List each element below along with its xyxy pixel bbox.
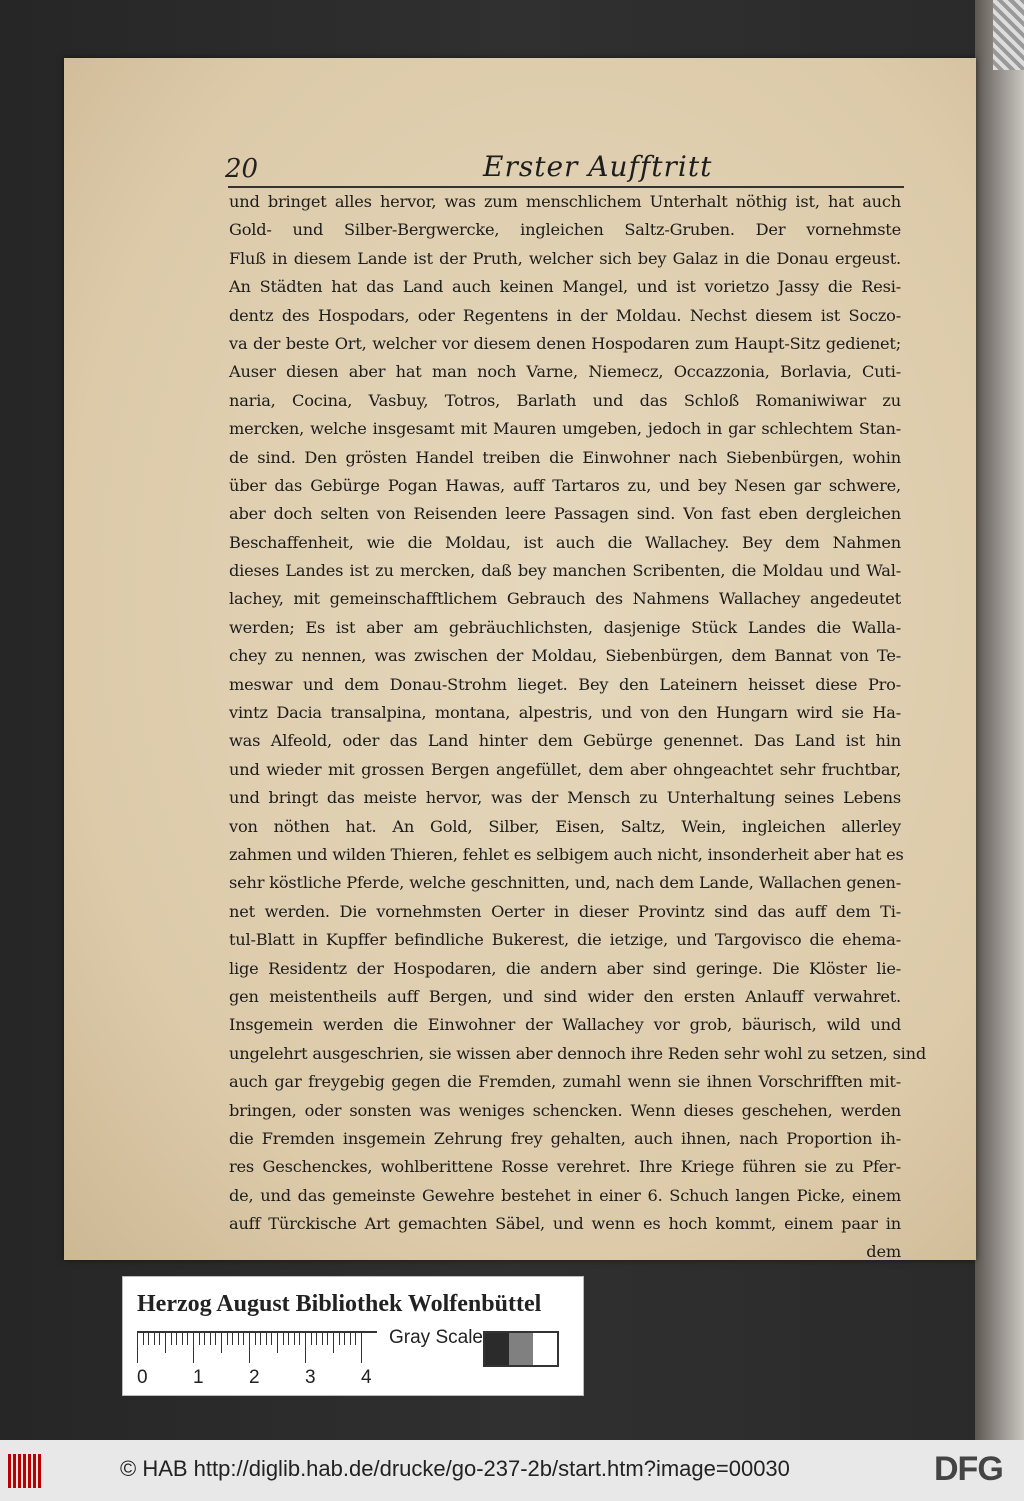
text-line: net werden. Die vornehmsten Oerter in dieser Provintz sind das auff dem Ti- bbox=[229, 901, 901, 921]
ruler-tick bbox=[260, 1333, 261, 1345]
ruler-tick bbox=[232, 1333, 233, 1345]
ruler-tick bbox=[271, 1333, 272, 1345]
text-line: res Geschenckes, wohlberittene Rosse verehret. Ihre Kriege führen sie zu Pfer- bbox=[229, 1157, 901, 1177]
ruler-tick bbox=[255, 1333, 256, 1345]
page-header bbox=[225, 150, 905, 186]
text-line: Auser diesen aber hat man noch Varne, Niemecz, Occazzonia, Borlavia, Cuti- bbox=[229, 362, 901, 382]
dfg-logo[interactable]: DFG bbox=[934, 1450, 1003, 1488]
library-label-card bbox=[122, 1276, 584, 1396]
ruler-tick bbox=[266, 1333, 267, 1345]
ruler-tick bbox=[322, 1333, 323, 1345]
text-line: mercken, welche insgesamt mit Mauren umgeben, jedoch in gar schlechtem Stan- bbox=[229, 419, 901, 439]
text-line: de, und das gemeinste Gewehre bestehet in einer 6. Schuch langen Picke, einem bbox=[229, 1185, 901, 1205]
text-line: und bringt das meiste hervor, was der Mensch zu Unterhaltung seines Lebens bbox=[229, 788, 901, 808]
hab-logo-icon[interactable] bbox=[8, 1454, 42, 1488]
ruler-tick bbox=[199, 1333, 200, 1345]
text-line: tul-Blatt in Kupffer befindliche Bukerest, die ietzige, und Targovisco die ehema- bbox=[229, 930, 901, 950]
ruler-tick bbox=[227, 1333, 228, 1345]
gray-scale-swatch bbox=[483, 1331, 559, 1367]
ruler-tick bbox=[148, 1333, 149, 1345]
ruler-tick bbox=[193, 1333, 194, 1363]
ruler-tick bbox=[204, 1333, 205, 1345]
ruler-tick bbox=[327, 1333, 328, 1345]
text-line: de sind. Den grösten Handel treiben die Einwohner nach Siebenbürgen, wohin bbox=[229, 447, 901, 467]
catchword: dem bbox=[866, 1242, 901, 1262]
text-line: und bringet alles hervor, was zum menschlichem Unterhalt nöthig ist, hat auch bbox=[229, 192, 901, 211]
ruler-tick bbox=[316, 1333, 317, 1345]
ruler-tick bbox=[283, 1333, 284, 1345]
text-line: Beschaffenheit, wie die Moldau, ist auch die Wallachey. Bey dem Nahmen bbox=[229, 532, 901, 552]
ruler-tick bbox=[210, 1333, 211, 1345]
scan-right-edge bbox=[975, 0, 1024, 1440]
text-line: zahmen und wilden Thieren, fehlet es selbigem auch nicht, insonderheit aber hat es bbox=[229, 844, 904, 864]
ruler-tick bbox=[215, 1333, 216, 1345]
text-line: auch gar freygebig gegen die Fremden, zumahl wenn sie ihnen Vorschrifften mit- bbox=[229, 1072, 901, 1092]
text-line: An Städten hat das Land auch keinen Mangel, und ist vorietzo Jassy die Resi- bbox=[229, 277, 901, 297]
text-line: dentz des Hospodars, oder Regentens in der Moldau. Nechst diesem ist Soczo- bbox=[229, 305, 901, 325]
text-line: sehr köstliche Pferde, welche geschnitten, und, nach dem Lande, Wallachen genen- bbox=[229, 873, 901, 893]
ruler-tick bbox=[143, 1333, 144, 1345]
ruler-tick bbox=[305, 1333, 306, 1363]
ruler-tick bbox=[159, 1333, 160, 1345]
text-line: von nöthen hat. An Gold, Silber, Eisen, Saltz, Wein, ingleichen allerley bbox=[229, 816, 901, 836]
body-text bbox=[229, 188, 927, 1267]
page-number: 20 bbox=[225, 154, 259, 184]
ruler-tick bbox=[350, 1333, 351, 1345]
text-line: die Fremden insgemein Zehrung frey gehalten, auch ihnen, nach Proportion ih- bbox=[229, 1128, 901, 1148]
text-line: chey zu nennen, was zwischen der Moldau, Siebenbürgen, dem Bannat von Te- bbox=[229, 646, 901, 666]
text-line: meswar und dem Donau-Strohm lieget. Bey den Lateinern heisset diese Pro- bbox=[229, 674, 901, 694]
footer-bar bbox=[0, 1440, 1024, 1501]
ruler-tick bbox=[355, 1333, 356, 1345]
text-line: va der beste Ort, welcher vor diesem denen Hospodaren zum Haupt-Sitz gedienet; bbox=[229, 333, 901, 353]
ruler-number: 0 bbox=[137, 1367, 148, 1388]
running-head: Erster Aufftritt bbox=[483, 150, 713, 183]
ruler-tick bbox=[238, 1333, 239, 1345]
gray-swatch-dark bbox=[485, 1333, 509, 1365]
ruler-tick bbox=[299, 1333, 300, 1345]
scale-ruler bbox=[137, 1331, 377, 1365]
library-name: Herzog August Bibliothek Wolfenbüttel bbox=[137, 1291, 542, 1317]
text-line: was Alfeold, oder das Land hinter dem Gebürge genennet. Das Land ist hin bbox=[229, 731, 901, 751]
text-line: auff Türckische Art gemachten Säbel, und wenn es hoch kommt, einem paar in bbox=[229, 1214, 901, 1234]
ruler-tick bbox=[294, 1333, 295, 1345]
ruler-tick bbox=[171, 1333, 172, 1345]
ruler-number: 4 bbox=[361, 1367, 372, 1388]
ruler-tick bbox=[277, 1333, 278, 1353]
ruler-tick bbox=[243, 1333, 244, 1345]
ruler-tick bbox=[249, 1333, 250, 1363]
ruler-tick bbox=[288, 1333, 289, 1345]
text-line: Insgemein werden die Einwohner der Wallachey vor grob, bäurisch, wild und bbox=[229, 1015, 901, 1035]
ruler-tick bbox=[311, 1333, 312, 1345]
copyright-url[interactable]: © HAB http://diglib.hab.de/drucke/go-237-2b/start.htm?image=00030 bbox=[120, 1456, 790, 1481]
ruler-number: 2 bbox=[249, 1367, 260, 1388]
text-line: ungelehrt ausgeschrien, sie wissen aber dennoch ihre Reden sehr wohl zu setzen, sind bbox=[229, 1043, 927, 1063]
ruler-tick bbox=[221, 1333, 222, 1353]
gray-swatch-light bbox=[533, 1333, 557, 1365]
text-line: bringen, oder sonsten was weniges schencken. Wenn dieses geschehen, werden bbox=[229, 1100, 901, 1120]
text-line: werden; Es ist aber am gebräuchlichsten, dasjenige Stück Landes die Walla- bbox=[229, 617, 901, 637]
text-line: über das Gebürge Pogan Hawas, auff Tartaros zu, und bey Nesen gar schwere, bbox=[229, 475, 901, 495]
edge-stripe bbox=[993, 0, 1024, 70]
gray-swatch-mid bbox=[509, 1333, 533, 1365]
text-line: gen meistentheils auff Bergen, und sind wider den ersten Anlauff verwahret. bbox=[229, 986, 901, 1006]
text-line: und wieder mit grossen Bergen angefüllet, dem aber ohngeachtet sehr fruchtbar, bbox=[229, 759, 901, 779]
text-line: Fluß in diesem Lande ist der Pruth, welcher sich bey Galaz in die Donau ergeust. bbox=[229, 248, 901, 268]
ruler-tick bbox=[333, 1333, 334, 1353]
ruler-tick bbox=[176, 1333, 177, 1345]
text-line: vintz Dacia transalpina, montana, alpestris, und von den Hungarn wird sie Ha- bbox=[229, 703, 901, 723]
gray-scale-label: Gray Scale bbox=[389, 1327, 483, 1348]
ruler-tick bbox=[165, 1333, 166, 1353]
text-line: naria, Cocina, Vasbuy, Totros, Barlath und das Schloß Romaniwiwar zu bbox=[229, 390, 901, 410]
text-line: Gold- und Silber-Bergwercke, ingleichen Saltz-Gruben. Der vornehmste bbox=[229, 220, 901, 240]
ruler-tick bbox=[182, 1333, 183, 1345]
ruler-tick bbox=[339, 1333, 340, 1345]
ruler-tick bbox=[344, 1333, 345, 1345]
ruler-tick bbox=[154, 1333, 155, 1345]
text-line: lachey, mit gemeinschafftlichem Gebrauch des Nahmens Wallachey angedeutet bbox=[229, 589, 901, 609]
text-line: dieses Landes ist zu mercken, daß bey manchen Scribenten, die Moldau und Wal- bbox=[229, 561, 901, 581]
ruler-number: 1 bbox=[193, 1367, 204, 1388]
ruler-tick bbox=[137, 1333, 138, 1363]
ruler-number: 3 bbox=[305, 1367, 316, 1388]
ruler-tick bbox=[361, 1333, 362, 1363]
text-line: aber doch selten von Reisenden leere Passagen sind. Von fast eben dergleichen bbox=[229, 504, 901, 524]
text-line: lige Residentz der Hospodaren, die andern aber sind geringe. Die Klöster lie- bbox=[229, 958, 901, 978]
ruler-tick bbox=[187, 1333, 188, 1345]
